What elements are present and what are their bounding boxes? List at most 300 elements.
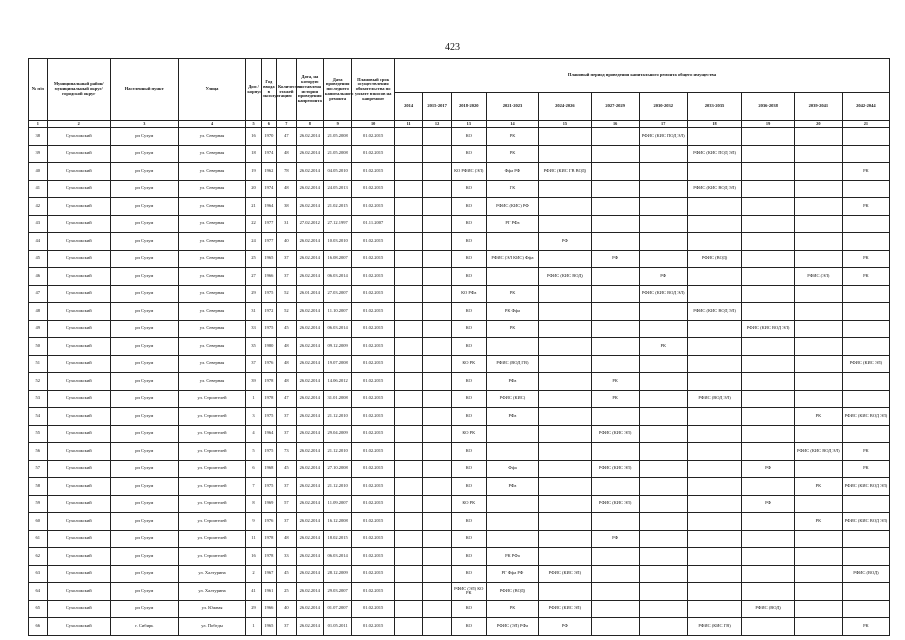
table-cell: Сухоложский	[47, 320, 110, 338]
table-cell	[842, 600, 889, 618]
table-row	[29, 460, 890, 478]
table-cell: РФ	[742, 460, 794, 478]
column-number: 1	[29, 121, 48, 128]
table-cell: 26.02.2014	[296, 390, 323, 408]
table-cell: 26.02.2014	[296, 303, 323, 321]
table-cell	[394, 180, 422, 198]
table-cell: 37	[276, 425, 296, 443]
table-cell: Сухоложский	[47, 495, 110, 513]
table-cell: РФИС (КИС ГВ)	[687, 618, 742, 636]
table-cell: Сухоложский	[47, 618, 110, 636]
table-cell	[539, 355, 591, 373]
table-cell: рп Сухум	[110, 145, 178, 163]
table-cell: РФа	[486, 373, 538, 391]
table-cell: Сухоложский	[47, 478, 110, 496]
table-cell	[423, 530, 451, 548]
table-cell: 1980	[261, 338, 276, 356]
table-cell	[794, 128, 842, 146]
table-cell: 1975	[261, 320, 276, 338]
year-header: 2014	[394, 93, 422, 121]
table-cell: Сухоложский	[47, 425, 110, 443]
table-cell	[423, 460, 451, 478]
table-cell: 6	[246, 460, 261, 478]
table-row	[29, 145, 890, 163]
table-cell	[794, 355, 842, 373]
table-cell	[794, 338, 842, 356]
table-cell: 26.02.2014	[296, 513, 323, 531]
table-cell: 1978	[261, 390, 276, 408]
table-row	[29, 425, 890, 443]
table-cell: 58	[29, 478, 48, 496]
table-cell: Сухоложский	[47, 548, 110, 566]
table-cell: РФИС (ВОД)	[486, 583, 538, 601]
table-cell: РФИС (ВОД ЭЛ)	[687, 390, 742, 408]
table-cell: рп Сухум	[110, 285, 178, 303]
table-cell	[842, 233, 889, 251]
table-cell: рп Сухум	[110, 373, 178, 391]
table-cell: 45	[276, 460, 296, 478]
table-cell: 1	[246, 618, 261, 636]
table-cell: КО	[451, 600, 486, 618]
table-cell: РФИС (ЭЛ) РФа	[486, 618, 538, 636]
table-cell: КО	[451, 548, 486, 566]
table-cell	[794, 145, 842, 163]
table-cell	[794, 583, 842, 601]
table-cell	[742, 303, 794, 321]
table-cell: 06.03.2014	[323, 268, 351, 286]
table-row	[29, 128, 890, 146]
table-cell: РК	[842, 198, 889, 216]
table-cell: КО	[451, 338, 486, 356]
table-cell: 26.02.2014	[296, 478, 323, 496]
table-cell: 1962	[261, 163, 276, 181]
table-cell	[639, 548, 687, 566]
table-cell	[639, 495, 687, 513]
table-cell	[591, 198, 639, 216]
table-cell: 1976	[261, 355, 276, 373]
table-cell	[539, 425, 591, 443]
table-cell: КО	[451, 320, 486, 338]
table-cell	[742, 513, 794, 531]
table-cell: 26.02.2014	[296, 583, 323, 601]
column-number: 6	[261, 121, 276, 128]
table-cell	[687, 198, 742, 216]
table-cell: 8	[246, 495, 261, 513]
table-cell	[687, 600, 742, 618]
table-cell: 61	[29, 530, 48, 548]
table-cell	[423, 513, 451, 531]
column-number: 14	[486, 121, 538, 128]
table-cell: РК	[639, 338, 687, 356]
table-cell: 26.02.2014	[296, 250, 323, 268]
table-cell	[394, 565, 422, 583]
table-cell: РК Ффа	[486, 303, 538, 321]
column-header: Улица	[178, 59, 246, 121]
table-cell: ул. Строителей	[178, 548, 246, 566]
table-cell: ул. Северная	[178, 233, 246, 251]
table-cell: Сухоложский	[47, 180, 110, 198]
table-cell: КО РК	[451, 495, 486, 513]
table-cell: РК	[486, 285, 538, 303]
table-cell	[591, 215, 639, 233]
table-cell: 29.03.2007	[323, 583, 351, 601]
table-cell	[591, 268, 639, 286]
table-cell: 01.11.2007	[352, 215, 395, 233]
table-cell	[394, 250, 422, 268]
table-cell	[687, 320, 742, 338]
table-cell	[687, 513, 742, 531]
table-row	[29, 215, 890, 233]
table-cell	[539, 390, 591, 408]
table-cell: ул. Строителей	[178, 478, 246, 496]
table-cell: РК	[486, 600, 538, 618]
table-cell	[842, 145, 889, 163]
table-cell	[539, 443, 591, 461]
table-cell: РФ	[591, 250, 639, 268]
table-cell: РФИС (ЭЛ)	[794, 268, 842, 286]
table-cell	[687, 478, 742, 496]
table-cell	[794, 495, 842, 513]
table-cell	[842, 495, 889, 513]
table-cell	[742, 373, 794, 391]
table-cell	[639, 390, 687, 408]
table-cell: 01.02.2015	[352, 478, 395, 496]
table-cell	[639, 320, 687, 338]
table-cell: 9	[246, 513, 261, 531]
table-cell	[742, 530, 794, 548]
table-cell	[842, 180, 889, 198]
table-cell: Сухоложский	[47, 355, 110, 373]
table-cell	[794, 618, 842, 636]
table-cell: ул. Северная	[178, 285, 246, 303]
table-cell	[742, 408, 794, 426]
table-cell	[394, 233, 422, 251]
table-cell: 28.12.2009	[323, 565, 351, 583]
table-cell: рп Сухум	[110, 320, 178, 338]
table-cell	[394, 600, 422, 618]
table-cell: 48	[276, 355, 296, 373]
table-cell	[687, 425, 742, 443]
table-cell: КО	[451, 513, 486, 531]
table-row	[29, 530, 890, 548]
table-cell: 1965	[261, 618, 276, 636]
table-cell	[639, 233, 687, 251]
table-cell: 48	[276, 180, 296, 198]
column-number: 20	[794, 121, 842, 128]
table-cell: 35	[246, 338, 261, 356]
table-cell	[639, 180, 687, 198]
table-cell	[742, 163, 794, 181]
table-cell: рп Сухум	[110, 478, 178, 496]
table-cell: Сухоложский	[47, 583, 110, 601]
column-number: 2	[47, 121, 110, 128]
table-cell	[394, 355, 422, 373]
table-cell	[591, 320, 639, 338]
table-cell: 01.02.2015	[352, 548, 395, 566]
table-cell	[394, 618, 422, 636]
period-group-header: Плановый период проведения капитального ремонта общего имущества	[394, 59, 889, 93]
table-cell: 26.02.2014	[296, 618, 323, 636]
table-cell: 01.02.2015	[352, 600, 395, 618]
column-number: 18	[687, 121, 742, 128]
table-cell: 01.02.2015	[352, 268, 395, 286]
table-cell: 46	[29, 268, 48, 286]
table-cell	[687, 548, 742, 566]
table-cell: 1961	[261, 583, 276, 601]
table-cell	[394, 145, 422, 163]
table-cell: рп Сухум	[110, 408, 178, 426]
table-cell: 11	[246, 530, 261, 548]
table-cell	[394, 198, 422, 216]
table-cell: 26.02.2014	[296, 268, 323, 286]
table-cell: КО	[451, 530, 486, 548]
table-cell: РК РФа	[486, 548, 538, 566]
table-cell	[539, 180, 591, 198]
table-cell	[539, 320, 591, 338]
table-row	[29, 250, 890, 268]
table-cell: Сухоложский	[47, 530, 110, 548]
table-cell: 01.02.2015	[352, 338, 395, 356]
table-cell	[394, 128, 422, 146]
table-cell	[639, 303, 687, 321]
table-cell	[742, 233, 794, 251]
table-cell: 1977	[261, 215, 276, 233]
table-cell: Сухоложский	[47, 373, 110, 391]
table-cell: РК	[486, 145, 538, 163]
table-cell	[394, 460, 422, 478]
table-cell: 66	[29, 618, 48, 636]
table-cell: 54	[29, 408, 48, 426]
table-cell: Сухоложский	[47, 268, 110, 286]
table-cell	[639, 145, 687, 163]
table-cell: 57	[29, 460, 48, 478]
table-cell: 27.03.2007	[323, 285, 351, 303]
table-cell: Сухоложский	[47, 250, 110, 268]
column-number-row	[29, 121, 890, 128]
table-cell: КО	[451, 268, 486, 286]
table-cell: 41	[246, 583, 261, 601]
table-cell: КО РФа	[451, 285, 486, 303]
table-cell	[794, 285, 842, 303]
table-cell: РФИС (ВОД)	[842, 565, 889, 583]
table-cell: 43	[29, 215, 48, 233]
table-cell	[539, 285, 591, 303]
table-cell: 01.02.2015	[352, 355, 395, 373]
table-cell	[591, 513, 639, 531]
table-cell: КО	[451, 408, 486, 426]
table-cell	[794, 250, 842, 268]
table-cell: РФ	[539, 618, 591, 636]
table-cell: РК	[591, 373, 639, 391]
table-cell: ул. Северная	[178, 128, 246, 146]
table-cell	[742, 285, 794, 303]
table-row	[29, 338, 890, 356]
table-cell: РК	[794, 478, 842, 496]
year-header: 2015-2017	[423, 93, 451, 121]
table-cell: Сухоложский	[47, 303, 110, 321]
table-cell: 56	[29, 443, 48, 461]
year-header: 2018-2020	[451, 93, 486, 121]
table-row	[29, 233, 890, 251]
column-number: 7	[276, 121, 296, 128]
table-cell: ул. Строителей	[178, 390, 246, 408]
table-cell	[742, 268, 794, 286]
table-cell	[539, 128, 591, 146]
table-cell: 37	[276, 513, 296, 531]
table-cell	[486, 268, 538, 286]
table-cell	[423, 495, 451, 513]
table-cell	[842, 548, 889, 566]
table-cell	[842, 128, 889, 146]
table-cell: 51	[29, 355, 48, 373]
table-cell: 26.02.2014	[296, 355, 323, 373]
table-cell: 24	[246, 233, 261, 251]
table-cell: 47	[276, 128, 296, 146]
table-row	[29, 618, 890, 636]
table-cell: ул. Строителей	[178, 495, 246, 513]
table-cell: 52	[29, 373, 48, 391]
table-cell: 25	[276, 583, 296, 601]
table-cell	[423, 250, 451, 268]
table-cell: ул. Северная	[178, 180, 246, 198]
table-cell: 01.02.2015	[352, 180, 395, 198]
year-header: 2033-2035	[687, 93, 742, 121]
table-cell: 41	[29, 180, 48, 198]
table-cell	[486, 513, 538, 531]
table-cell: 01.02.2015	[352, 145, 395, 163]
table-cell: РК	[842, 443, 889, 461]
table-cell: РФИС (КИС ВОД ЭЛ)	[842, 408, 889, 426]
table-cell	[394, 530, 422, 548]
table-cell	[539, 495, 591, 513]
table-cell: 27.12.1997	[323, 215, 351, 233]
table-cell: Сухоложский	[47, 145, 110, 163]
table-cell	[591, 583, 639, 601]
table-cell	[639, 373, 687, 391]
table-cell: рп Сухум	[110, 198, 178, 216]
year-header: 2021-2023	[486, 93, 538, 121]
column-number: 15	[539, 121, 591, 128]
table-cell: 26.02.2014	[296, 233, 323, 251]
table-cell: ул. Северная	[178, 250, 246, 268]
table-cell: 01.02.2015	[352, 460, 395, 478]
table-cell: 21.05.2008	[323, 145, 351, 163]
table-cell: 26.02.2014	[296, 145, 323, 163]
table-cell: РФИС (КИС ПОД ЭЛ)	[687, 145, 742, 163]
table-cell: РФИС (КИС ВОД ЭЛ)	[742, 320, 794, 338]
column-number: 9	[323, 121, 351, 128]
table-cell: 1976	[261, 513, 276, 531]
table-cell: РФ	[591, 530, 639, 548]
table-cell: РФа	[486, 408, 538, 426]
table-cell	[687, 285, 742, 303]
table-cell	[742, 390, 794, 408]
table-cell: 01.05.2011	[323, 618, 351, 636]
table-cell: КО	[451, 145, 486, 163]
table-cell	[539, 548, 591, 566]
table-cell	[742, 565, 794, 583]
table-cell: рп Сухум	[110, 233, 178, 251]
table-cell	[486, 233, 538, 251]
table-cell	[394, 583, 422, 601]
table-cell: 1978	[261, 373, 276, 391]
table-cell	[794, 163, 842, 181]
table-cell: 52	[276, 285, 296, 303]
table-cell	[423, 408, 451, 426]
table-cell: 19	[246, 163, 261, 181]
table-cell: 01.02.2015	[352, 443, 395, 461]
table-cell: 1970	[261, 128, 276, 146]
table-cell: Сухоложский	[47, 565, 110, 583]
table-cell: РФа	[486, 478, 538, 496]
table-cell: 21.02.2015	[323, 198, 351, 216]
table-cell: РФИС (КИС ЭЛ)	[539, 600, 591, 618]
table-cell: РФИС (КИС ВОД)	[539, 268, 591, 286]
table-cell: 1964	[261, 198, 276, 216]
table-cell: 5	[246, 443, 261, 461]
column-number: 8	[296, 121, 323, 128]
table-cell: КО	[451, 215, 486, 233]
table-cell: 45	[276, 320, 296, 338]
table-cell: 09.12.2009	[323, 338, 351, 356]
table-cell: Сухоложский	[47, 443, 110, 461]
table-row	[29, 565, 890, 583]
table-cell: 48	[276, 373, 296, 391]
table-cell: 18	[246, 145, 261, 163]
table-cell: 1	[246, 390, 261, 408]
table-cell: 24.05.2013	[323, 180, 351, 198]
table-cell: 01.02.2015	[352, 583, 395, 601]
table-cell: 37	[276, 268, 296, 286]
table-cell: 38	[276, 198, 296, 216]
table-cell	[794, 390, 842, 408]
table-cell: г. Сибирь	[110, 618, 178, 636]
table-cell: 40	[276, 600, 296, 618]
table-cell: рп Сухум	[110, 460, 178, 478]
column-header: № п/п	[29, 59, 48, 121]
table-cell: рп Сухум	[110, 163, 178, 181]
table-cell: 1977	[261, 233, 276, 251]
table-cell	[742, 548, 794, 566]
table-cell: 26.02.2014	[296, 128, 323, 146]
column-number: 11	[394, 121, 422, 128]
table-cell	[539, 373, 591, 391]
table-cell: 1964	[261, 425, 276, 443]
table-cell	[794, 180, 842, 198]
table-cell	[687, 338, 742, 356]
table-cell	[591, 145, 639, 163]
table-cell: Ффа	[486, 460, 538, 478]
table-cell	[794, 215, 842, 233]
table-cell: 10.03.2010	[323, 233, 351, 251]
table-cell: КО РК	[451, 355, 486, 373]
table-cell: 4	[246, 425, 261, 443]
table-cell	[794, 233, 842, 251]
table-cell: рп Сухум	[110, 268, 178, 286]
table-cell	[591, 443, 639, 461]
table-cell	[742, 215, 794, 233]
table-cell: 47	[276, 390, 296, 408]
table-cell: РГ РФа	[486, 215, 538, 233]
table-cell	[591, 565, 639, 583]
table-cell	[794, 530, 842, 548]
table-cell	[687, 408, 742, 426]
column-number: 16	[591, 121, 639, 128]
table-cell: 1968	[261, 460, 276, 478]
table-cell: 01.02.2015	[352, 233, 395, 251]
table-cell	[794, 320, 842, 338]
table-cell: 26.02.2014	[296, 565, 323, 583]
